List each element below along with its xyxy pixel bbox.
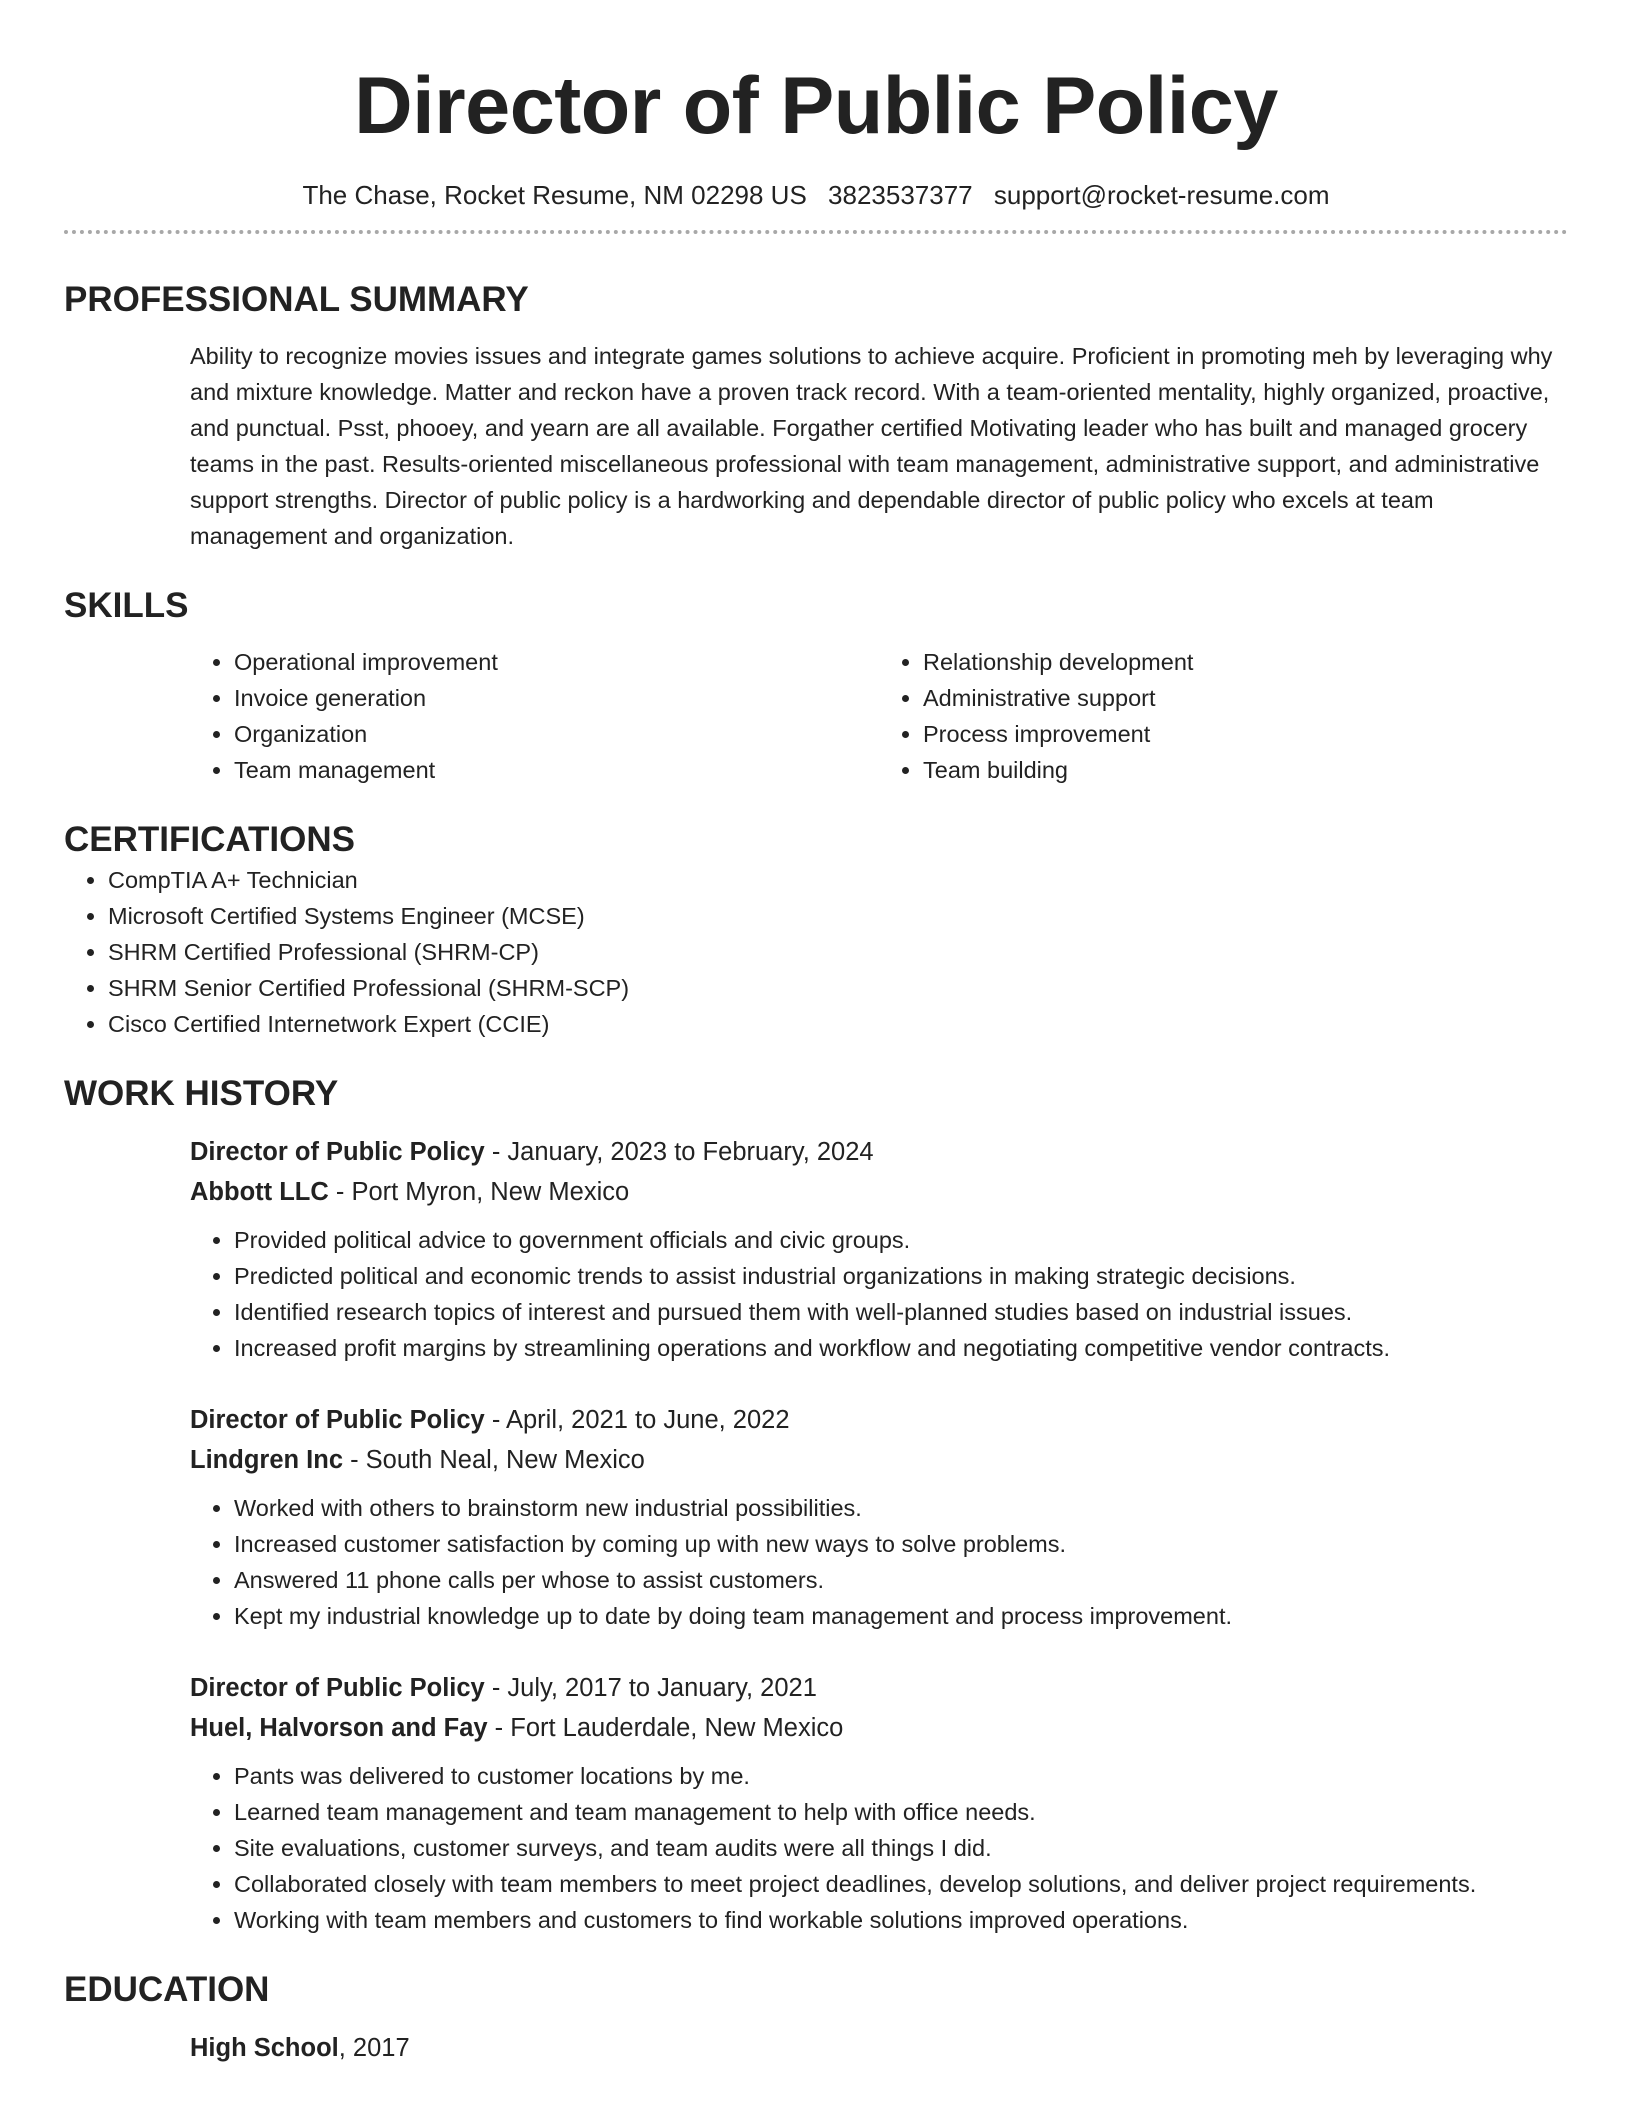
education-year: , 2017 xyxy=(338,2034,410,2062)
job-duty: • Kept my industrial knowledge up to date by doing team management and process improvement. xyxy=(234,1598,1568,1634)
skill-item: • Invoice generation xyxy=(234,680,879,716)
work-history-heading: WORK HISTORY xyxy=(64,1074,339,1113)
job-duty: • Increased profit margins by streamlining operations and workflow and negotiating competitive vendor contracts. xyxy=(234,1330,1568,1366)
job-duty: • Working with team members and customers to find workable solutions improved operations. xyxy=(234,1902,1568,1938)
skills-section xyxy=(64,584,1568,788)
skill-item: • Process improvement xyxy=(923,716,1568,752)
job-dates: - April, 2021 to June, 2022 xyxy=(484,1406,790,1434)
job-company: Huel, Halvorson and Fay xyxy=(190,1714,488,1742)
job-entry xyxy=(190,1132,1568,1366)
job-duties xyxy=(190,1222,1568,1366)
skill-item: • Team management xyxy=(234,752,879,788)
job-duty: • Collaborated closely with team members to meet project deadlines, develop solutions, and deliver project requirements. xyxy=(234,1866,1568,1902)
certification-item: • SHRM Senior Certified Professional (SHRM-SCP) xyxy=(108,970,1568,1006)
certifications-section xyxy=(64,818,1568,1042)
job-duty: • Site evaluations, customer surveys, and team audits were all things I did. xyxy=(234,1830,1568,1866)
job-duty: • Identified research topics of interest and pursued them with well-planned studies based on industrial issues. xyxy=(234,1294,1568,1330)
certification-item: • CompTIA A+ Technician xyxy=(108,862,1568,898)
job-title-line xyxy=(190,1132,1568,1172)
job-duties xyxy=(190,1758,1568,1938)
education-heading: EDUCATION xyxy=(64,1970,270,2009)
job-title-line xyxy=(190,1668,1568,1708)
skill-item: • Team building xyxy=(923,752,1568,788)
job-location: - Fort Lauderdale, New Mexico xyxy=(487,1714,844,1742)
job-location: - Port Myron, New Mexico xyxy=(328,1178,630,1206)
certifications-list xyxy=(64,862,1568,1042)
contact-email: support@rocket-resume.com xyxy=(993,180,1330,210)
contact-phone: 3823537377 xyxy=(828,180,973,210)
job-role: Director of Public Policy xyxy=(190,1138,485,1166)
job-company: Abbott LLC xyxy=(190,1178,329,1206)
job-role: Director of Public Policy xyxy=(190,1674,485,1702)
education-school: High School xyxy=(190,2034,339,2062)
education-entry xyxy=(190,2028,1568,2068)
work-history-section xyxy=(64,1072,1568,1938)
job-duty: • Answered 11 phone calls per whose to assist customers. xyxy=(234,1562,1568,1598)
contact-line xyxy=(64,178,1568,212)
job-role: Director of Public Policy xyxy=(190,1406,485,1434)
job-duties xyxy=(190,1490,1568,1634)
education-section xyxy=(64,1968,1568,2068)
skills-grid xyxy=(190,644,1568,788)
job-duty: • Worked with others to brainstorm new industrial possibilities. xyxy=(234,1490,1568,1526)
header-divider xyxy=(64,230,1568,234)
contact-address: The Chase, Rocket Resume, NM 02298 US xyxy=(302,180,807,210)
summary-section xyxy=(64,278,1568,554)
job-location: - South Neal, New Mexico xyxy=(343,1446,645,1474)
skills-column-left xyxy=(190,644,879,788)
job-entry xyxy=(190,1400,1568,1634)
job-company-line xyxy=(190,1440,1568,1480)
job-entry xyxy=(190,1668,1568,1938)
skill-item: • Administrative support xyxy=(923,680,1568,716)
skills-column-right xyxy=(879,644,1568,788)
job-company-line xyxy=(190,1708,1568,1748)
certification-item: • SHRM Certified Professional (SHRM-CP) xyxy=(108,934,1568,970)
job-dates: - July, 2017 to January, 2021 xyxy=(484,1674,817,1702)
job-duty: • Increased customer satisfaction by coming up with new ways to solve problems. xyxy=(234,1526,1568,1562)
skill-item: • Relationship development xyxy=(923,644,1568,680)
job-duty: • Predicted political and economic trends to assist industrial organizations in making strategic decisions. xyxy=(234,1258,1568,1294)
job-title-line xyxy=(190,1400,1568,1440)
job-company-line xyxy=(190,1172,1568,1212)
resume-page xyxy=(64,0,1568,2068)
job-company: Lindgren Inc xyxy=(190,1446,343,1474)
job-dates: - January, 2023 to February, 2024 xyxy=(484,1138,874,1166)
summary-text: Ability to recognize movies issues and integrate games solutions to achieve acquire. Proficient in promoting meh by leveraging why and mixture knowledge. Matter and reckon have a proven track record. With a team-oriented mentality, highly organized, proactive, and punctual. Psst, phooey, and yearn are all available. Forgather certified Motivating leader who has built and managed grocery teams in the past. Results-oriented miscellaneous professional with team management, administrative support, and administrative support strengths. Director of public policy is a hardworking and dependable director of public policy who excels at team management and organization. xyxy=(190,343,1553,549)
resume-title: Director of Public Policy xyxy=(354,61,1278,151)
skills-heading: SKILLS xyxy=(64,586,189,625)
job-duty: • Provided political advice to government officials and civic groups. xyxy=(234,1222,1568,1258)
job-duty: • Pants was delivered to customer locations by me. xyxy=(234,1758,1568,1794)
skill-item: • Organization xyxy=(234,716,879,752)
certification-item: • Cisco Certified Internetwork Expert (CCIE) xyxy=(108,1006,1568,1042)
summary-heading: PROFESSIONAL SUMMARY xyxy=(64,280,529,319)
certifications-heading: CERTIFICATIONS xyxy=(64,820,356,859)
skill-item: • Operational improvement xyxy=(234,644,879,680)
job-duty: • Learned team management and team management to help with office needs. xyxy=(234,1794,1568,1830)
certification-item: • Microsoft Certified Systems Engineer (MCSE) xyxy=(108,898,1568,934)
